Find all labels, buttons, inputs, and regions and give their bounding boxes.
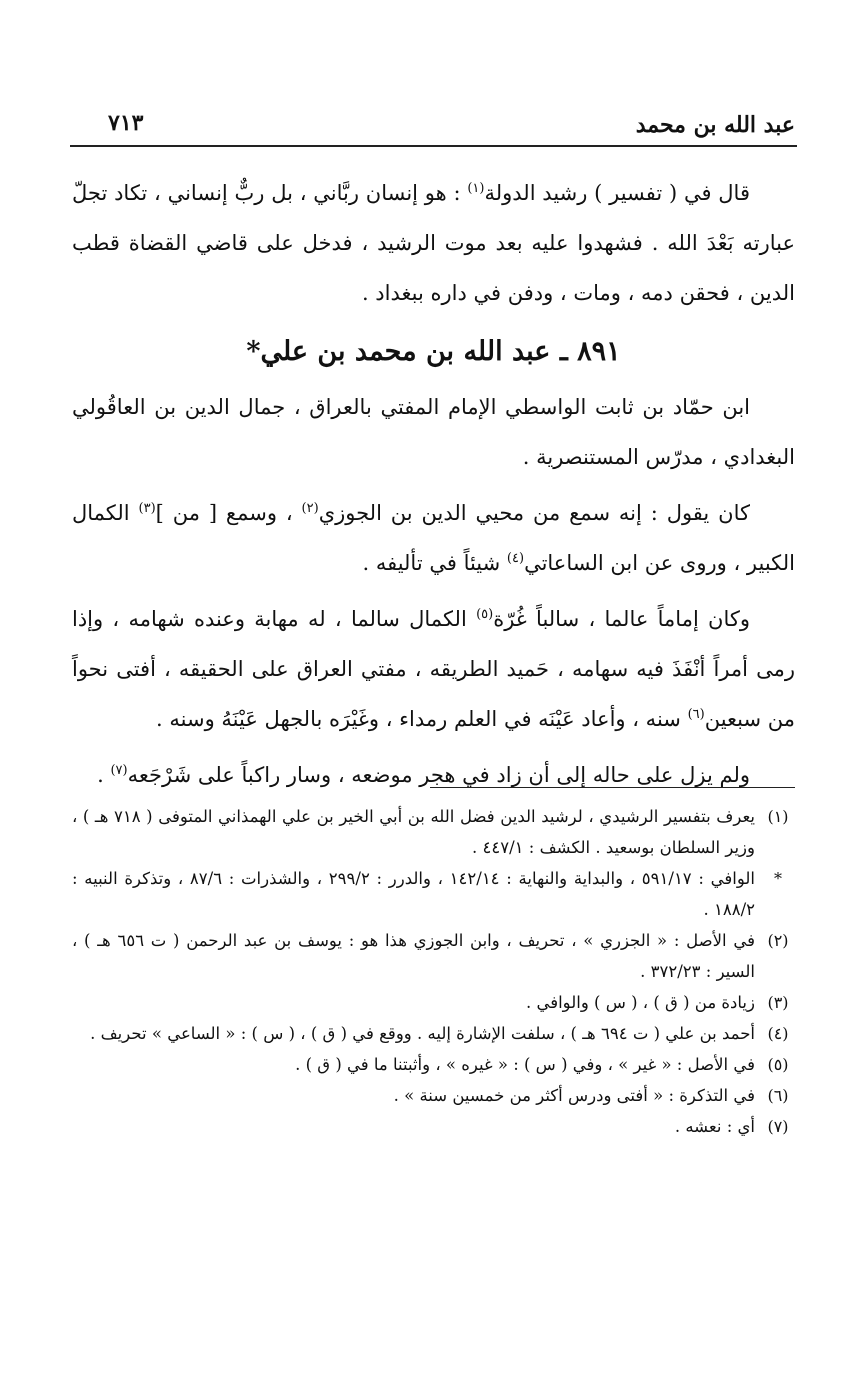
footnote-text: في التذكرة : « أفتى ودرس أكثر من خمسين سنة » . (393, 1086, 755, 1105)
footnote-separator (430, 787, 795, 788)
footnote-mark: (٤) (767, 1024, 789, 1043)
footnote-text: يعرف بتفسير الرشيدي ، لرشيد الدين فضل الله بن أبي الخير بن علي الهمذاني المتوفى ( ٧١٨ هـ ) ، وزير السلطان بوسعيد . الكشف : ٤٤٧/١ . (72, 807, 755, 857)
entry-paragraph-death (72, 750, 795, 800)
footnote-3 (72, 987, 797, 1018)
footnote-4 (72, 1018, 797, 1049)
footnote-5 (72, 1049, 797, 1080)
note-ref-4: (٤) (506, 551, 525, 566)
footnote-text: في الأصل : « غير » ، وفي ( س ) : « غيره » ، وأثبتنا ما في ( ق ) . (295, 1055, 755, 1074)
header-rule (70, 145, 797, 147)
footnote-mark: (٢) (767, 931, 789, 950)
praise-text-c: سنه ، وأعاد عَيْنَه في العلم رمداء ، وغَيْرَه بالجهل عَيْنَهُ وسنه . (156, 707, 688, 731)
footnotes (72, 801, 797, 1142)
running-title: عبد الله بن محمد (635, 112, 795, 138)
footnote-1 (72, 801, 797, 863)
praise-text-b: الكمال سالما ، له مهابة وعنده شهامه ، وإذا رمى أمراً أنْفَذَ فيه سهامه ، حَميد الطريقه ، مفتي العراق على الحقيقه ، أفتى نحواً من سبعين (72, 607, 795, 731)
death-text-b: . (97, 763, 111, 787)
entry-paragraph-lineage: ابن حمّاد بن ثابت الواسطي الإمام المفتي بالعراق ، جمال الدين بن العاقُولي البغدادي ، مدرّس المستنصرية . (72, 395, 795, 469)
footnote-mark: (٦) (767, 1086, 789, 1105)
praise-text-a: وكان إماماً عالما ، سالباً غُرّة (493, 607, 751, 631)
note-ref-7: (٧) (110, 763, 128, 778)
footnote-mark: (٣) (767, 993, 789, 1012)
footnote-text: الوافي : ٥٩١/١٧ ، والبداية والنهاية : ١٤٢/١٤ ، والدرر : ٢٩٩/٢ ، والشذرات : ٨٧/٦ ، وتذكرة النبيه : ١٨٨/٢ . (72, 869, 755, 919)
footnote-star (72, 863, 797, 925)
hearing-text-c: الكمال الكبير ، وروى عن ابن الساعاتي (72, 501, 795, 575)
footnote-mark: (١) (767, 807, 789, 826)
entry-paragraph-praise (72, 594, 795, 744)
intro-text-end: : هو إنسان ربَّاني ، بل ربٌّ إنساني ، تكاد تجلّ عبارته بَعْدَ الله . فشهدوا عليه بعد موت الرشيد ، فدخل على قاضي القضاة قطب الدين ، فحقن دمه ، ومات ، ودفن في داره ببغداد . (72, 181, 795, 305)
footnote-7 (72, 1111, 797, 1142)
intro-text-start: قال في ( تفسير ) رشيد الدولة (484, 181, 750, 205)
note-ref-6: (٦) (687, 707, 705, 722)
footnote-text: أي : نعشه . (674, 1117, 755, 1136)
note-ref-1: (١) (467, 181, 485, 196)
main-text (72, 168, 795, 800)
death-text-a: ولم يزل على حاله إلى أن زاد في هجر موضعه ، وسار راكباً على شَرْجَعه (127, 763, 750, 787)
page-header (70, 104, 795, 144)
note-ref-5: (٥) (476, 607, 494, 622)
footnote-mark: (٥) (767, 1055, 789, 1074)
entry-heading: ٨٩١ ـ عبد الله بن محمد بن علي* (246, 336, 621, 367)
intro-paragraph (72, 168, 795, 318)
footnote-text: أحمد بن علي ( ت ٦٩٤ هـ ) ، سلفت الإشارة إليه . ووقع في ( ق ) ، ( س ) : « الساعي » تحريف . (90, 1024, 755, 1043)
hearing-text-a: كان يقول : إنه سمع من محيي الدين بن الجوزي (318, 501, 750, 525)
note-ref-3: (٣) (138, 501, 156, 516)
entry-paragraph-hearing (72, 488, 795, 588)
footnote-text: في الأصل : « الجزري » ، تحريف ، وابن الجوزي هذا هو : يوسف بن عبد الرحمن ( ت ٦٥٦ هـ ) ، السير : ٣٧٢/٢٣ . (72, 931, 755, 981)
footnote-mark: (٧) (767, 1117, 789, 1136)
page-number: ٧١٣ (108, 110, 144, 136)
footnote-6 (72, 1080, 797, 1111)
hearing-text-b: ، وسمع [ من ] (155, 501, 302, 525)
footnote-text: زيادة من ( ق ) ، ( س ) والوافي . (525, 993, 755, 1012)
note-ref-2: (٢) (301, 501, 319, 516)
footnote-mark: * (774, 869, 782, 888)
hearing-text-d: شيئاً في تأليفه . (362, 551, 507, 575)
footnote-2 (72, 925, 797, 987)
